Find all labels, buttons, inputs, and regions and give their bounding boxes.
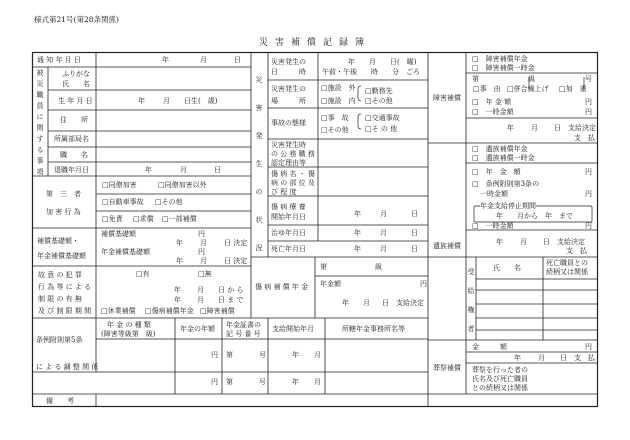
disability-pension-amount[interactable]: □ 年 金 額 xyxy=(472,98,512,106)
checkbox-disability-comp[interactable]: □障害補償 xyxy=(200,307,235,315)
checkbox-workplace[interactable]: □勤務先 xyxy=(365,87,393,95)
disability-lump-amount[interactable]: □ 一時金額 xyxy=(472,108,514,116)
funeral-label: 葬祭補償 xyxy=(433,364,461,372)
survivor-decided: 日 支給決定 xyxy=(543,238,585,246)
disability-go: 号 xyxy=(585,75,592,83)
checkbox-place-other[interactable]: □その他 xyxy=(365,97,393,105)
notice-date-day: 日 xyxy=(234,56,241,64)
remarks-label: 備 考 xyxy=(46,397,74,405)
retire-month: 月 xyxy=(180,166,187,174)
survivor-art3-lump: 一時金額 xyxy=(480,190,508,198)
checkbox-traffic-accident[interactable]: □交通事故 xyxy=(365,114,400,122)
base-yen-unit: 円 xyxy=(198,230,205,238)
job-label: 職 名 xyxy=(60,151,88,159)
retire-year: 年 xyxy=(145,166,152,174)
restrict-to-month: 月 xyxy=(197,296,204,304)
sickness-pension-label: 傷 病 補 償 年 金 xyxy=(255,283,309,291)
recipient-relation-header-2: 続柄又は関係 xyxy=(546,268,588,276)
checkbox-injury-pension[interactable]: □傷病補償年金 xyxy=(145,307,194,315)
occur-label-2: 日 時 xyxy=(271,68,306,76)
pension-decided-label: 日 決定 xyxy=(224,257,248,265)
pension-base-yen-unit: 円 xyxy=(198,248,205,256)
cure-label: 治ゆ年月日 xyxy=(271,229,306,237)
funeral-month: 月 xyxy=(538,354,545,362)
funeral-paid: 日 支 払 xyxy=(560,354,595,362)
recipient-relation-header-1: 死亡職員との xyxy=(546,259,588,267)
checkbox-outside-facility[interactable]: □施設 外 xyxy=(321,84,356,92)
notice-date-label: 通 知 年 月 日 xyxy=(37,56,81,64)
survivor-lump-amount[interactable]: □ 一時金額 xyxy=(472,222,514,230)
occur-date: 年 月 日( 曜) xyxy=(348,58,417,66)
treat-year: 年 xyxy=(354,210,361,218)
checkbox-partial-comp[interactable]: □一部補償 xyxy=(162,215,197,223)
checkbox-form-sub-other[interactable]: □そ の 他 xyxy=(365,125,398,133)
retire-label: 退職年月日 xyxy=(54,166,89,174)
checkbox-claim[interactable]: □求償 xyxy=(133,215,154,223)
checkbox-leave-comp[interactable]: □休業補償 xyxy=(101,307,136,315)
art5-row1-dai: 第 xyxy=(226,351,233,359)
birth-year: 年 xyxy=(138,97,145,105)
disability-lump-yen: 円 xyxy=(585,108,592,116)
dept-label: 所属部局名 xyxy=(54,135,89,143)
checkbox-aggravate[interactable]: □加 重 xyxy=(559,85,587,93)
disability-decided: 日 支給決定 xyxy=(554,124,596,132)
notice-date-month: 月 xyxy=(200,56,207,64)
place-label-1: 災害発生の xyxy=(271,85,306,93)
restrict-from-label: 日 か ら xyxy=(218,286,244,294)
name-label: 氏 名 xyxy=(62,80,90,88)
art5-row2-go: 号 xyxy=(259,378,266,386)
checkbox-disability-pension[interactable]: □ 障害補償年金 xyxy=(472,55,528,63)
disability-pension-yen: 円 xyxy=(585,98,592,106)
cure-month: 月 xyxy=(380,229,387,237)
art5-row2-year: 年 xyxy=(292,378,299,386)
death-year: 年 xyxy=(354,245,361,253)
art5-header-cert-1: 年金証書の xyxy=(226,321,261,329)
base-decided-label: 日 決定 xyxy=(224,239,248,247)
restrict-to-label: 日 ま で xyxy=(218,296,244,304)
third-party-label: 第 三 者 xyxy=(46,190,81,198)
art5-label-2: に よ る 調 整 関 係 xyxy=(36,363,99,371)
birth-label: 生 年 月 日 xyxy=(58,97,93,105)
retire-day: 日 xyxy=(214,166,221,174)
art5-row2-month: 月 xyxy=(314,378,321,386)
disability-label: 障害補償 xyxy=(433,94,461,102)
art5-header-cert-2: 記 号 番 号 xyxy=(226,330,261,338)
restrict-from-month: 月 xyxy=(197,286,204,294)
funeral-amount-label: 金 額 xyxy=(472,343,507,351)
base-decided-year: 年 xyxy=(176,239,183,247)
accident-form-label: 事故の態様 xyxy=(271,119,306,127)
occur-time: 午前・午後 時 分 ごろ xyxy=(322,68,420,76)
art5-header-grade: (障害等級第 級) xyxy=(101,330,156,338)
sickness-grade: 級 xyxy=(375,263,382,271)
cure-day: 日 xyxy=(411,229,418,237)
funeral-note-1: 葬祭を行った者の xyxy=(472,366,528,374)
survivor-art3-yen: 円 xyxy=(585,190,592,198)
treat-day: 日 xyxy=(411,210,418,218)
sickness-decided: 日 支給決定 xyxy=(382,299,424,307)
survivor-label: 遺族補償 xyxy=(433,242,461,250)
death-month: 月 xyxy=(380,245,387,253)
checkbox-form-other[interactable]: □その他 xyxy=(321,126,349,134)
furigana-label: ふりがな xyxy=(62,70,90,78)
recipient-name-header: 氏 名 xyxy=(493,264,521,272)
crime-label-1: 故 意 の 犯 罪 xyxy=(38,271,82,279)
harm-act-label: 加 害 行 為 xyxy=(46,208,81,216)
survivor-pension-yen: 円 xyxy=(585,168,592,176)
injury-label-3: び 程 度 xyxy=(271,188,297,196)
checkbox-has-restriction[interactable]: □有 xyxy=(136,270,150,278)
death-label: 死亡年月日 xyxy=(271,245,306,253)
survivor-lump-yen: 円 xyxy=(585,222,592,230)
checkbox-no-restriction[interactable]: □無 xyxy=(198,270,212,278)
survivor-year: 年 xyxy=(496,238,503,246)
art5-header-type: 年 金 の 種 類 xyxy=(107,321,151,329)
address-label: 住 所 xyxy=(60,116,88,124)
survivor-stop-period: 年 月から 年 まで xyxy=(496,212,573,220)
death-day: 日 xyxy=(411,245,418,253)
funeral-note-2: 氏名及び死亡職員 xyxy=(472,375,528,383)
checkbox-cause[interactable]: □事 由 xyxy=(473,85,501,93)
disaster-group-label: 災 害 発 生 の 状 況 xyxy=(255,76,263,252)
sickness-dai: 第 xyxy=(320,263,327,271)
treat-label-2: 開始年月日 xyxy=(271,213,306,221)
cert-label-3: 認定理由等 xyxy=(271,159,306,167)
form-title: 災害補償記録簿 xyxy=(258,38,371,48)
art5-row1-yen: 円 xyxy=(211,351,218,359)
checkbox-car-accident[interactable]: □自動車事故 xyxy=(102,198,144,206)
funeral-year: 年 xyxy=(514,354,521,362)
base-decided-month: 月 xyxy=(200,239,207,247)
checkbox-survivor-lump[interactable]: □ 遺族補償一時金 xyxy=(472,154,535,162)
base-amount-field-label: 補償基礎額 xyxy=(101,230,136,238)
survivor-art3-label[interactable]: □ 条例附則第3条の xyxy=(472,180,540,188)
checkbox-inside-facility[interactable]: □施設 内 xyxy=(321,97,356,105)
checkbox-colleague-harm[interactable]: □同僚加害 xyxy=(102,181,137,189)
art5-row1-month: 月 xyxy=(314,351,321,359)
art5-row1-year: 年 xyxy=(292,351,299,359)
disability-month: 月 xyxy=(531,124,538,132)
disability-paid: 支 払 xyxy=(574,134,595,142)
funeral-yen: 円 xyxy=(585,343,592,351)
pension-base-field-label: 年金補償基礎額 xyxy=(101,248,150,256)
checkbox-exempt[interactable]: □免責 xyxy=(102,215,123,223)
art5-header-start: 支給開始年月 xyxy=(272,325,314,333)
notice-date-year: 年 xyxy=(162,56,169,64)
checkbox-accident[interactable]: □事 故 xyxy=(321,114,349,122)
cure-year: 年 xyxy=(354,229,361,237)
art5-header-office: 所轄年金事務所名等 xyxy=(342,325,405,333)
base-amount-label: 補償基礎額・ xyxy=(37,237,79,245)
art5-header-annual: 年金の年額 xyxy=(180,325,215,333)
crime-label-4: 及 び 制 限 期 間 xyxy=(38,307,92,315)
cert-label-2: の 公 務 職 務 xyxy=(271,150,315,158)
art5-label-1: 条例附則第5条 xyxy=(36,336,83,344)
form-number: 様式第21号(第28条関係) xyxy=(34,15,119,24)
disability-year: 年 xyxy=(507,124,514,132)
restrict-from-year: 年 xyxy=(174,286,181,294)
cert-label-1: 災害発生時 xyxy=(271,141,306,149)
disability-grade: 級 xyxy=(528,75,535,83)
art5-row2-yen: 円 xyxy=(211,378,218,386)
art5-row1-go: 号 xyxy=(259,351,266,359)
disability-dai: 第 xyxy=(472,75,479,83)
survivor-stop-title: 年金支給停止期間 xyxy=(480,202,536,210)
treat-month: 月 xyxy=(380,210,387,218)
birth-month: 月 xyxy=(163,97,170,105)
crime-label-2: 行 為 等 に よ る xyxy=(38,283,92,291)
funeral-note-3: との続柄又は関係 xyxy=(472,384,528,392)
checkbox-disability-lump[interactable]: □ 障害補償一時金 xyxy=(472,64,535,72)
injury-label-1: 傷 病 名 ・ 傷 xyxy=(271,170,315,178)
checkbox-other-harm[interactable]: □その他 xyxy=(155,198,183,206)
checkbox-merge[interactable]: □併合繰上げ xyxy=(507,85,549,93)
recipient-label: 受 給 権 者 xyxy=(467,268,475,333)
survivor-month: 月 xyxy=(520,238,527,246)
occur-label-1: 災害発生の xyxy=(271,58,306,66)
sickness-month: 月 xyxy=(363,299,370,307)
pension-decided-year: 年 xyxy=(176,257,183,265)
birth-day-age: 日生( 歳) xyxy=(184,97,218,105)
restrict-to-year: 年 xyxy=(174,296,181,304)
pension-decided-month: 月 xyxy=(200,257,207,265)
survivor-pension-amount[interactable]: □ 年 金 額 xyxy=(472,168,521,176)
injury-label-2: 病 の 部 位 及 xyxy=(271,179,315,187)
place-label-2: 場 所 xyxy=(271,97,306,105)
art5-row2-dai: 第 xyxy=(226,378,233,386)
treat-label-1: 傷 病 療 養 xyxy=(271,203,306,211)
crime-label-3: 制 限 の 有 無 xyxy=(38,295,82,303)
sickness-year: 年 xyxy=(342,299,349,307)
sickness-yen: 円 xyxy=(420,280,427,288)
pension-base-label: 年金補償基礎額 xyxy=(37,252,86,260)
survivor-paid: 支 払 xyxy=(566,247,587,255)
sickness-pension-amount: 年金額 xyxy=(320,280,341,288)
checkbox-survivor-pension[interactable]: □ 遺族補償年金 xyxy=(472,145,528,153)
checkbox-non-colleague-harm[interactable]: □同僚加害以外 xyxy=(158,181,207,189)
victim-group-label: 被 災 職 員 に 関 す る 事 項 xyxy=(36,69,44,176)
